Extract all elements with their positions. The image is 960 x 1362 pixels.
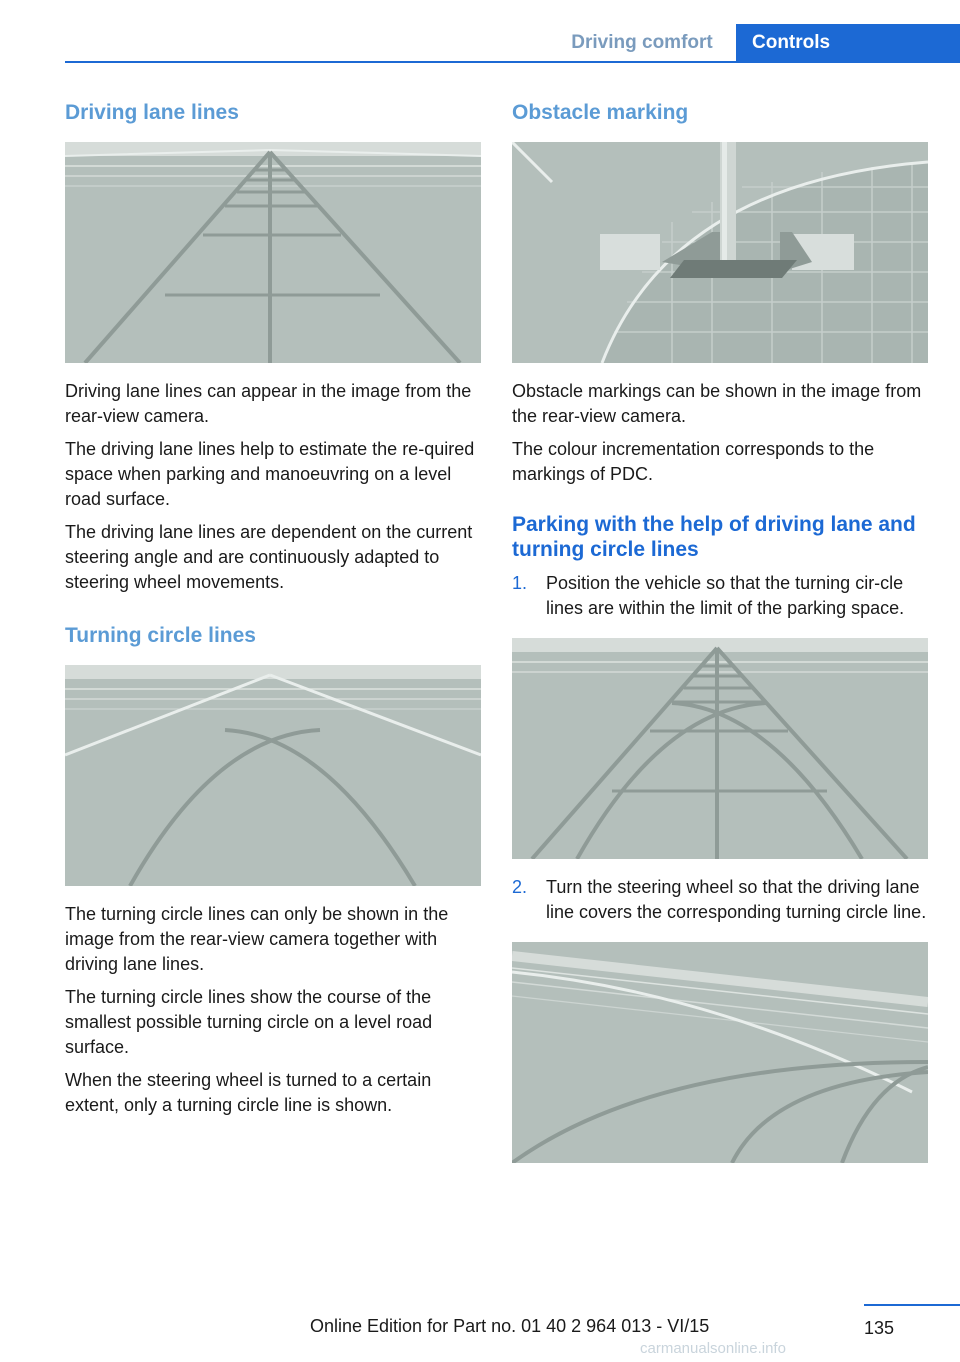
step-number: 1. (512, 572, 528, 593)
para-obstacle-2: The colour incrementation corresponds to the markings of PDC. (512, 439, 875, 485)
page-number: 135 (864, 1318, 895, 1338)
driving-lane-illustration (65, 142, 481, 363)
step-1-illustration (512, 638, 928, 859)
figure-driving-lane-lines (65, 142, 481, 363)
header-section-label: Driving comfort (571, 32, 713, 53)
watermark: carmanualsonline.info (640, 1340, 786, 1357)
heading-obstacle-marking: Obstacle marking (512, 101, 689, 124)
para-lane-2: The driving lane lines help to estimate the re‐quired space when parking and manoeuvring on a level road surface. (65, 439, 475, 510)
footer-edition: Online Edition for Part no. 01 40 2 964 013 - VI/15 (310, 1316, 710, 1336)
obstacle-illustration (512, 142, 928, 363)
para-turning-3: When the steering wheel is turned to a certain extent, only a turning circle line is shown. (65, 1070, 432, 1116)
footer-rule (864, 1304, 960, 1306)
step-2 (512, 875, 928, 925)
para-lane-3: The driving lane lines are dependent on the current steering angle and are continuously adapted to steering wheel movements. (65, 522, 473, 593)
figure-step-2 (512, 942, 928, 1163)
step-number: 2. (512, 876, 528, 897)
figure-step-1 (512, 638, 928, 859)
step-2-illustration (512, 942, 928, 1163)
step-text: Position the vehicle so that the turning cir‐cle lines are within the limit of the parking space. (546, 572, 905, 618)
para-turning-2: The turning circle lines show the course of the smallest possible turning circle on a level road surface. (65, 987, 433, 1058)
right-column (512, 100, 928, 1163)
para-lane-1: Driving lane lines can appear in the image from the rear-view camera. (65, 381, 472, 427)
heading-parking-help: Parking with the help of driving lane and turning circle lines (512, 513, 916, 562)
figure-obstacle-marking (512, 142, 928, 363)
para-obstacle-1: Obstacle markings can be shown in the image from the rear-view camera. (512, 381, 922, 427)
step-text: Turn the steering wheel so that the driving lane line covers the corresponding turning circle line. (546, 876, 927, 922)
heading-driving-lane-lines: Driving lane lines (65, 101, 239, 124)
turning-circle-illustration (65, 665, 481, 886)
heading-turning-circle-lines: Turning circle lines (65, 624, 256, 648)
header-chapter-tab: Controls (736, 24, 960, 62)
step-1 (512, 571, 928, 621)
para-turning-1: The turning circle lines can only be shown in the image from the rear-view camera together with driving lane lines. (65, 904, 449, 975)
left-column (65, 100, 481, 1118)
figure-turning-circle-lines (65, 665, 481, 886)
header-rule (65, 61, 960, 63)
